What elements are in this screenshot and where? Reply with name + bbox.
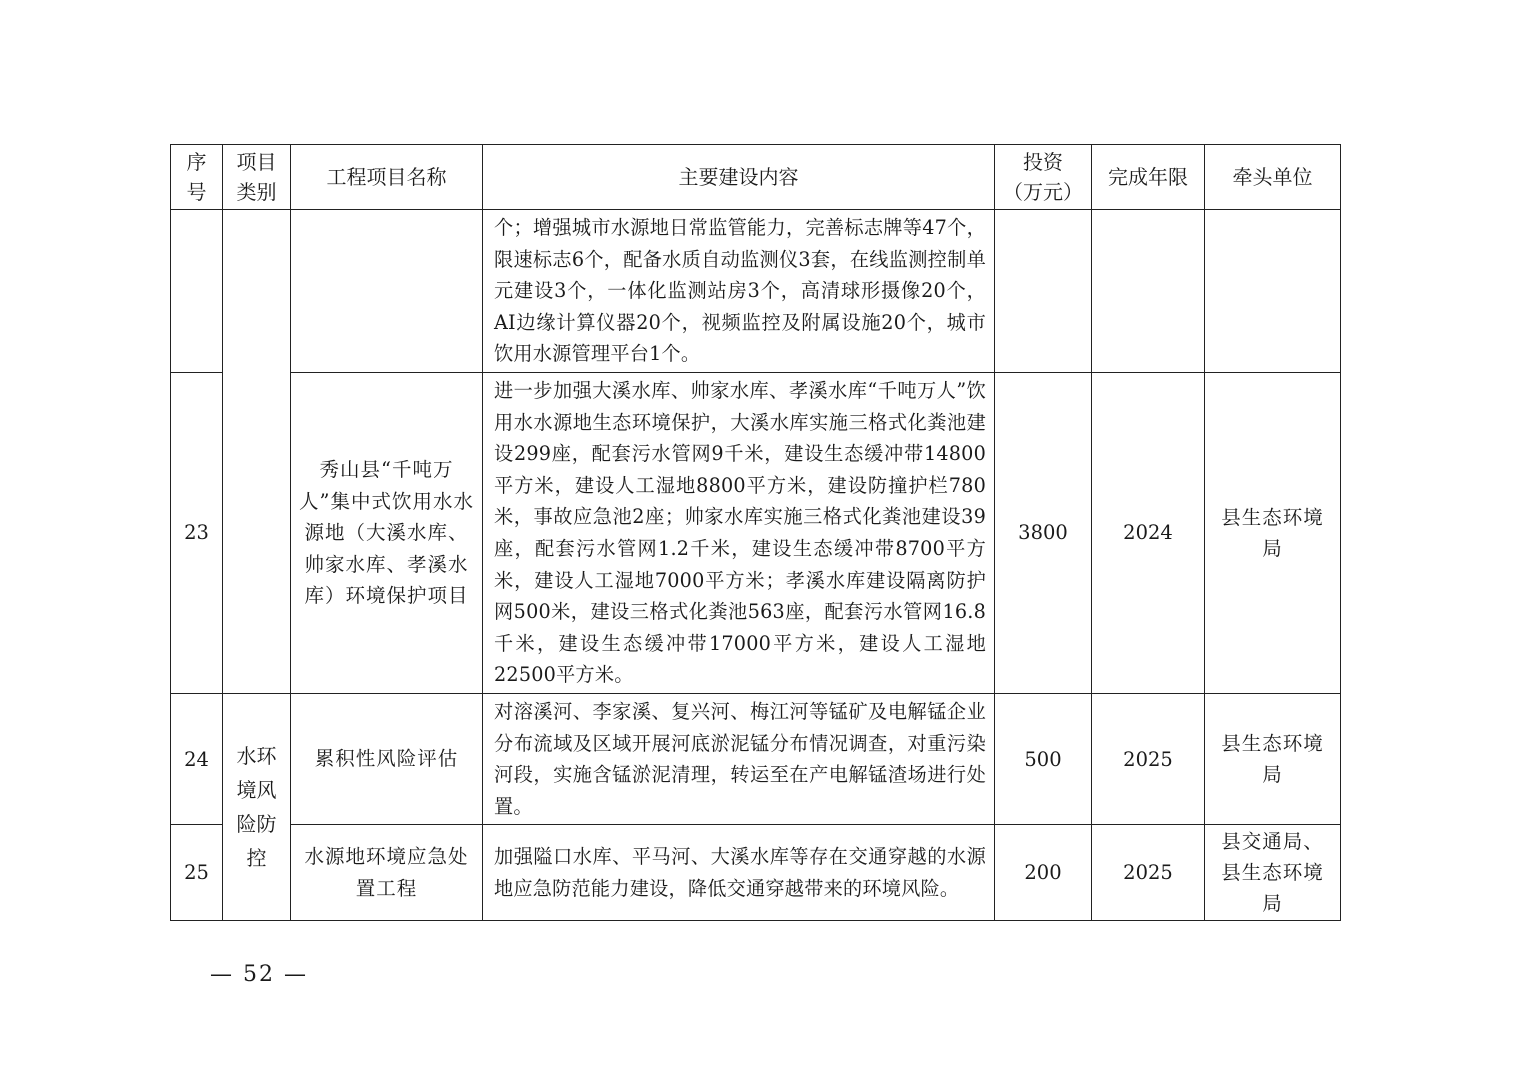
row-investment: 3800 <box>995 372 1092 693</box>
header-name-text: 工程项目名称 <box>326 165 447 189</box>
table-row <box>171 693 1341 824</box>
project-table <box>170 144 1341 921</box>
row-deadline: 2024 <box>1092 372 1205 693</box>
row-content: 个；增强城市水源地日常监管能力，完善标志牌等47个，限速标志6个，配备水质自动监测仪3套，在线监测控制单元建设3个，一体化监测站房3个，高清球形摄像20个，AI边缘计算仪器20个，视频监控及附属设施20个，城市饮用水源管理平台1个。 <box>483 210 995 373</box>
header-deadline-text: 完成年限 <box>1108 165 1188 189</box>
row-content: 进一步加强大溪水库、帅家水库、孝溪水库“千吨万人”饮用水水源地生态环境保护，大溪水库实施三格式化粪池建设299座，配套污水管网9千米，建设生态缓冲带14800平方米，建设人工湿地8800平方米，建设防撞护栏780米，事故应急池2座；帅家水库实施三格式化粪池建设39座，配套污水管网1.2千米，建设生态缓冲带8700平方米，建设人工湿地7000平方米；孝溪水库建设隔离防护网500米，建设三格式化粪池563座，配套污水管网16.8千米，建设生态缓冲带17000平方米，建设人工湿地22500平方米。 <box>483 372 995 693</box>
header-name <box>291 145 483 210</box>
category-water-risk: 水环境风险防控 <box>223 693 291 920</box>
header-content-text: 主要建设内容 <box>678 165 799 189</box>
header-category-text: 项目 类别 <box>236 150 277 204</box>
header-seq <box>171 145 223 210</box>
row-deadline: 2025 <box>1092 693 1205 824</box>
header-investment <box>995 145 1092 210</box>
table-row <box>171 825 1341 921</box>
row-investment <box>995 210 1092 373</box>
row-deadline: 2025 <box>1092 825 1205 921</box>
row-content: 对溶溪河、李家溪、复兴河、梅江河等锰矿及电解锰企业分布流域及区域开展河底淤泥锰分布情况调查，对重污染河段，实施含锰淤泥清理，转运至在产电解锰渣场进行处置。 <box>483 693 995 824</box>
header-investment-text: 投资 （万元） <box>1003 150 1083 204</box>
page-number: — 52 — <box>210 962 308 987</box>
row-seq <box>171 210 223 373</box>
header-category <box>223 145 291 210</box>
row-project-name <box>291 210 483 373</box>
row-seq: 23 <box>171 372 223 693</box>
row-lead-unit: 县生态环境局 <box>1205 693 1341 824</box>
row-investment: 500 <box>995 693 1092 824</box>
row-deadline <box>1092 210 1205 373</box>
row-content: 加强隘口水库、平马河、大溪水库等存在交通穿越的水源地应急防范能力建设，降低交通穿越带来的环境风险。 <box>483 825 995 921</box>
row-lead-unit: 县交通局、县生态环境局 <box>1205 825 1341 921</box>
header-lead-unit <box>1205 145 1341 210</box>
row-project-name: 累积性风险评估 <box>291 693 483 824</box>
header-deadline <box>1092 145 1205 210</box>
row-lead-unit: 县生态环境局 <box>1205 372 1341 693</box>
header-content <box>483 145 995 210</box>
row-project-name: 水源地环境应急处置工程 <box>291 825 483 921</box>
header-lead-unit-text: 牵头单位 <box>1232 165 1313 189</box>
row-seq: 25 <box>171 825 223 921</box>
row-investment: 200 <box>995 825 1092 921</box>
table-row <box>171 210 1341 373</box>
table-row <box>171 372 1341 693</box>
header-seq-text: 序 号 <box>186 150 207 204</box>
category-cell-continued <box>223 210 291 694</box>
header-row <box>171 145 1341 210</box>
row-seq: 24 <box>171 693 223 824</box>
row-project-name: 秀山县“千吨万人”集中式饮用水水源地（大溪水库、帅家水库、孝溪水库）环境保护项目 <box>291 372 483 693</box>
row-lead-unit <box>1205 210 1341 373</box>
